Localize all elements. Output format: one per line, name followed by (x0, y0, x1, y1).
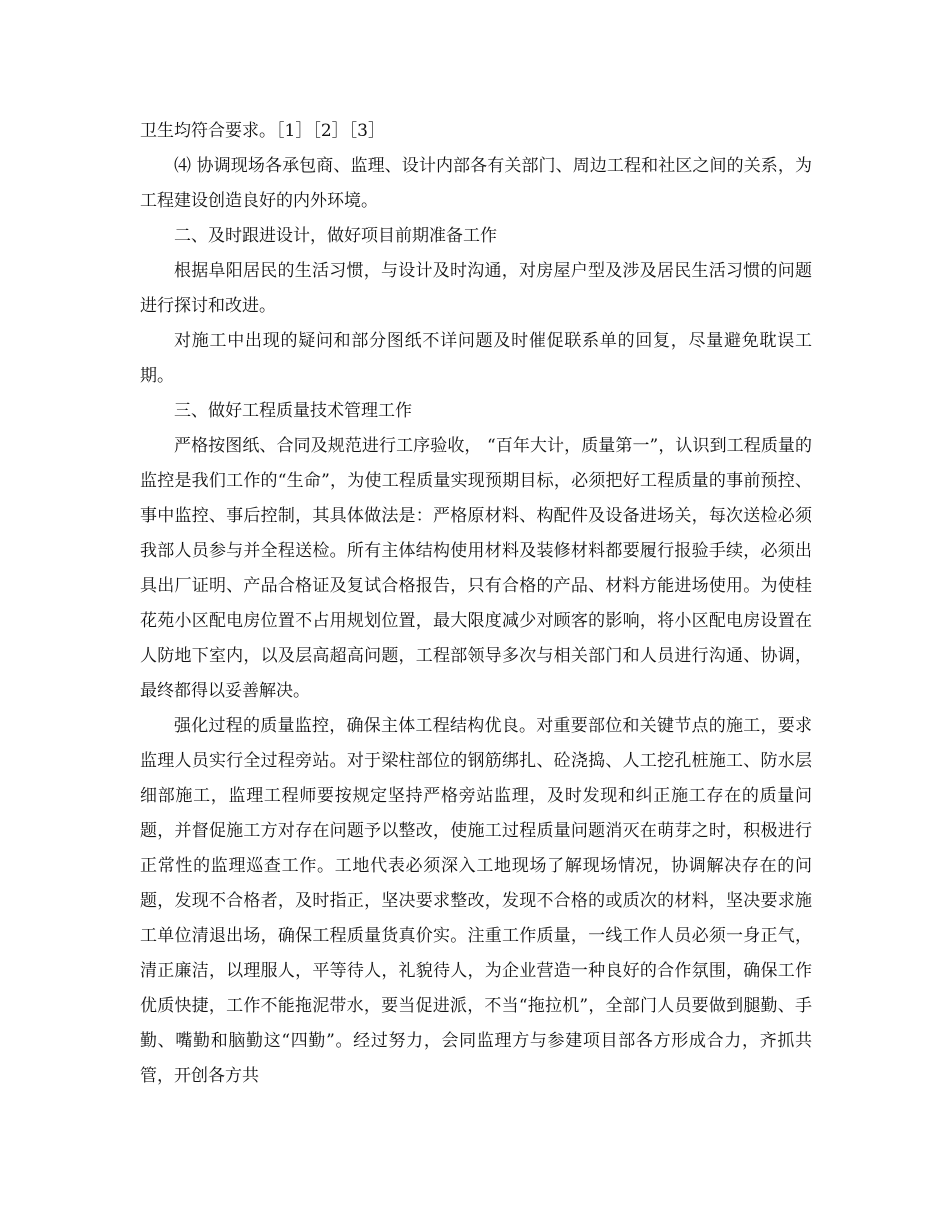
paragraph-item-4: ⑷ 协调现场各承包商、监理、设计内部各有关部门、周边工程和社区之间的关系，为工程建设创造良好的内外环境。 (140, 156, 812, 211)
paragraph: 根据阜阳居民的生活习惯，与设计及时沟通，对房屋户型及涉及居民生活习惯的问题进行探讨和改进。 (140, 261, 812, 316)
document-body (140, 114, 812, 1094)
paragraph: 对施工中出现的疑问和部分图纸不详问题及时催促联系单的回复，尽量避免耽误工期。 (140, 331, 812, 386)
paragraph: 严格按图纸、合同及规范进行工序验收， “百年大计，质量第一”，认识到工程质量的监控是我们工作的“生命”，为使工程质量实现预期目标，必须把好工程质量的事前预控、事中监控、事后控制，其具体做法是：严格原材料、构配件及设备进场关，每次送检必须我部人员参与并全程送检。所有主体结构使用材料及装修材料都要履行报验手续，必须出具出厂证明、产品合格证及复试合格报告，只有合格的产品、材料方能进场使用。为使桂花苑小区配电房位置不占用规划位置，最大限度减少对顾客的影响，将小区配电房设置在人防地下室内，以及层高超高问题，工程部领导多次与相关部门和人员进行沟通、协调，最终都得以妥善解决。 (140, 436, 812, 701)
paragraph-continuation: 卫生均符合要求。［1］［2］［3］ (140, 121, 385, 141)
section-heading-3: 三、做好工程质量技术管理工作 (174, 401, 412, 421)
section-heading-2: 二、及时跟进设计，做好项目前期准备工作 (174, 226, 497, 246)
paragraph: 强化过程的质量监控，确保主体工程结构优良。对重要部位和关键节点的施工，要求监理人员实行全过程旁站。对于梁柱部位的钢筋绑扎、砼浇捣、人工挖孔桩施工、防水层细部施工，监理工程师要按规定坚持严格旁站监理，及时发现和纠正施工存在的质量问题，并督促施工方对存在问题予以整改，使施工过程质量问题消灭在萌芽之时，积极进行正常性的监理巡查工作。工地代表必须深入工地现场了解现场情况，协调解决存在的问题，发现不合格者，及时指正，坚决要求整改，发现不合格的或质次的材料，坚决要求施工单位清退出场，确保工程质量货真价实。注重工作质量，一线工作人员必须一身正气，清正廉洁，以理服人，平等待人，礼貌待人，为企业营造一种良好的合作氛围，确保工作优质快捷，工作不能拖泥带水，要当促进派，不当“拖拉机”，全部门人员要做到腿勤、手勤、嘴勤和脑勤这“四勤”。经过努力，会同监理方与参建项目部各方形成合力，齐抓共管，开创各方共 (140, 716, 812, 1086)
